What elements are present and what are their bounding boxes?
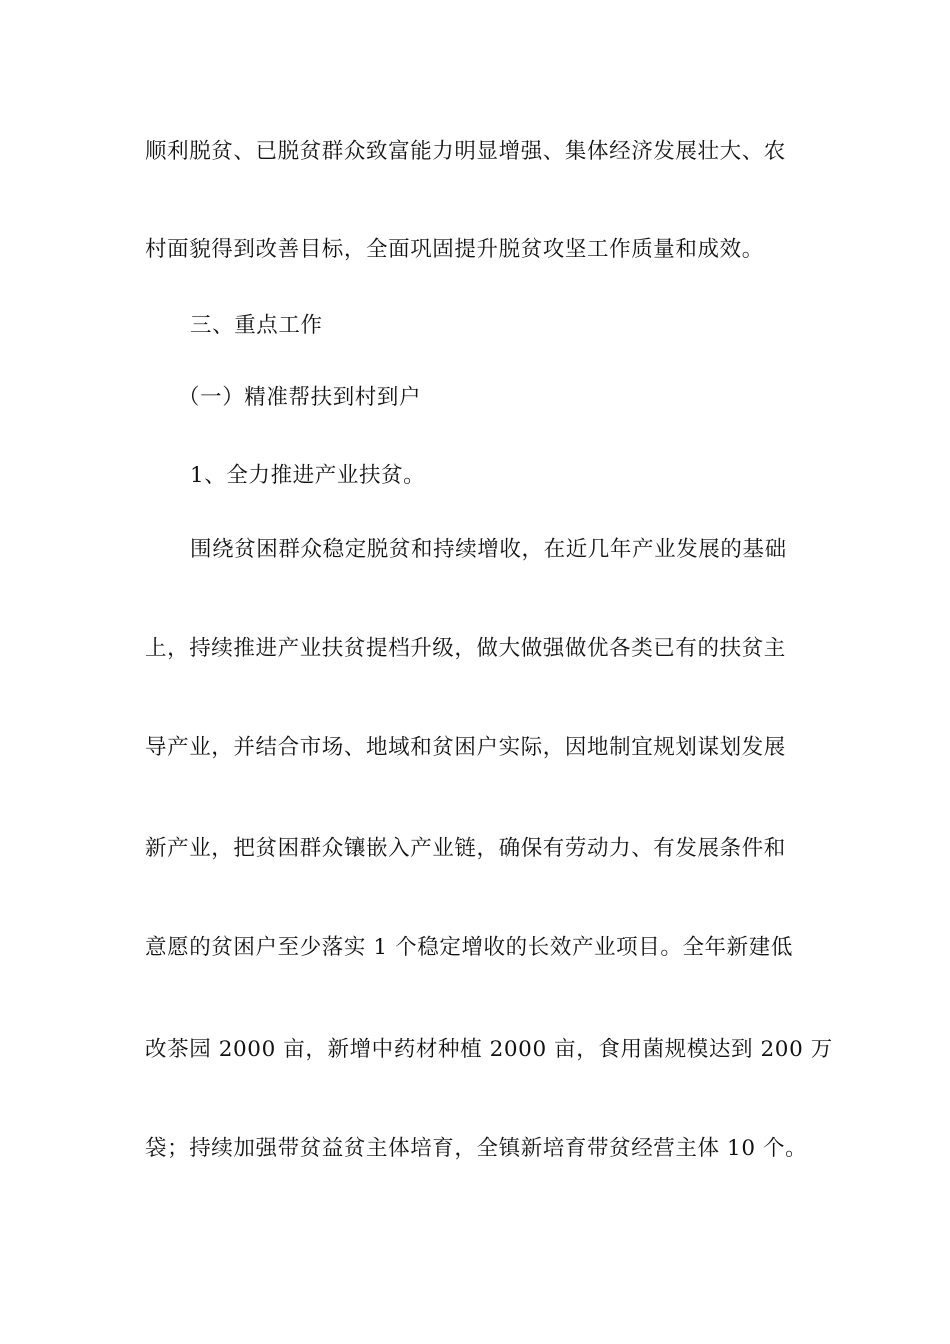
paragraph-line: 村面貌得到改善目标，全面巩固提升脱贫攻坚工作质量和成效。	[145, 237, 764, 262]
paragraph-line: 袋；持续加强带贫益贫主体培育，全镇新培育带贫经营主体 10 个。	[145, 1136, 808, 1161]
paragraph-line: 意愿的贫困户至少落实 1 个稳定增收的长效产业项目。全年新建低	[145, 935, 793, 960]
subsection-heading: （一）精准帮扶到村到户	[178, 385, 422, 410]
paragraph-line: 导产业，并结合市场、地域和贫困户实际，因地制宜规划谋划发展	[145, 735, 786, 760]
section-heading: 三、重点工作	[190, 313, 323, 338]
paragraph-line: 新产业，把贫困群众镶嵌入产业链，确保有劳动力、有发展条件和	[145, 836, 786, 861]
paragraph-line: 上，持续推进产业扶贫提档升级，做大做强做优各类已有的扶贫主	[145, 636, 786, 661]
paragraph-line: 围绕贫困群众稳定脱贫和持续增收，在近几年产业发展的基础	[190, 537, 787, 562]
paragraph-line: 改茶园 2000 亩，新增中药材种植 2000 亩，食用菌规模达到 200 万	[145, 1037, 833, 1062]
paragraph-line: 顺利脱贫、已脱贫群众致富能力明显增强、集体经济发展壮大、农	[145, 139, 786, 164]
item-heading: 1、全力推进产业扶贫。	[190, 463, 426, 488]
